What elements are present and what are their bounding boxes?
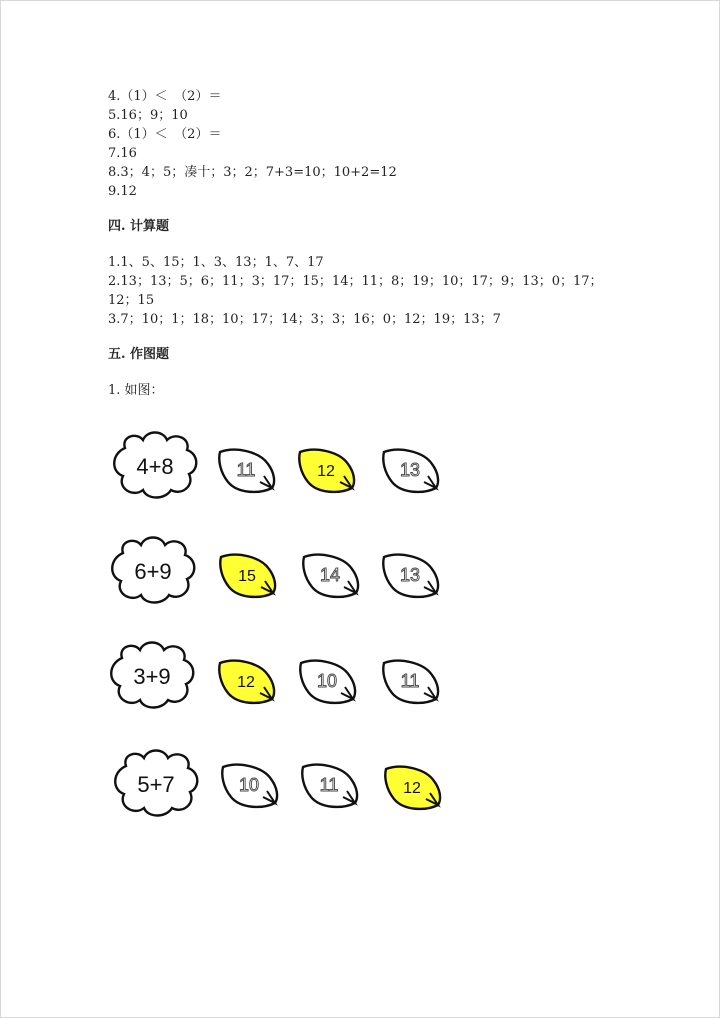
answer-line-5: 5.16；9；10 xyxy=(108,108,188,123)
leaf-number: 13 xyxy=(399,460,421,480)
calc-line-3: 3.7；10；1；18；10；17；14；3；3；16；0；12；19；13；7 xyxy=(108,312,501,327)
leaf-number: 11 xyxy=(319,775,339,795)
answer-line-7: 7.16 xyxy=(108,146,137,161)
leaf-row4-b xyxy=(302,765,357,807)
leaf-number: 11 xyxy=(400,671,420,691)
cloud-expression: 6+9 xyxy=(134,559,172,584)
leaf-row1-c xyxy=(383,450,438,492)
cloud-4plus8 xyxy=(114,433,196,498)
leaf-row3-b xyxy=(300,661,355,703)
answer-line-4: 4.（1）＜ （2）＝ xyxy=(108,89,222,104)
leaf-row2-b xyxy=(303,555,358,597)
leaf-row2-a-highlighted xyxy=(220,555,275,597)
cloud-6plus9 xyxy=(112,538,194,603)
answer-line-9: 9.12 xyxy=(108,184,137,199)
figure-row-1 xyxy=(114,433,438,498)
leaf-row4-a xyxy=(222,765,277,807)
leaf-number: 11 xyxy=(236,460,256,480)
calc-line-1: 1.1、5、15；1、3、13；1、7、17 xyxy=(108,255,324,270)
leaf-number: 13 xyxy=(399,565,421,585)
leaf-row2-c xyxy=(383,555,438,597)
figure-row-2 xyxy=(112,538,438,603)
section-heading-drawing: 五. 作图题 xyxy=(108,347,170,362)
calc-line-2: 2.13；13；5；6；11；3；17；15；14；11；8；19；10；17；9；13；0；17； xyxy=(108,274,603,289)
leaf-number: 10 xyxy=(316,671,338,691)
leaf-row4-c-highlighted xyxy=(385,767,440,809)
leaf-row1-b-highlighted xyxy=(299,450,354,492)
cloud-5plus7 xyxy=(115,751,197,816)
leaf-number: 14 xyxy=(319,565,341,585)
cloud-expression: 5+7 xyxy=(137,772,175,797)
leaf-number: 12 xyxy=(403,780,421,797)
answer-line-6: 6.（1）＜ （2）＝ xyxy=(108,127,222,142)
figure-row-3 xyxy=(111,643,438,708)
section-heading-calculation: 四. 计算题 xyxy=(108,219,170,234)
cloud-3plus9 xyxy=(111,643,193,708)
answer-line-8: 8.3；4；5；凑十；3；2；7+3=10；10+2=12 xyxy=(108,165,397,180)
cloud-expression: 4+8 xyxy=(136,454,174,479)
leaf-row3-a-highlighted xyxy=(219,661,274,703)
drawing-item-1: 1. 如图： xyxy=(108,383,164,398)
leaf-row3-c xyxy=(383,661,438,703)
leaf-number: 12 xyxy=(237,674,255,691)
leaf-number: 12 xyxy=(317,463,335,480)
leaf-number: 15 xyxy=(238,568,256,585)
cloud-expression: 3+9 xyxy=(133,664,171,689)
leaf-row1-a xyxy=(219,450,274,492)
figure-row-4 xyxy=(115,751,440,816)
leaf-number: 10 xyxy=(238,775,260,795)
calc-line-2-cont: 12；15 xyxy=(108,293,155,308)
